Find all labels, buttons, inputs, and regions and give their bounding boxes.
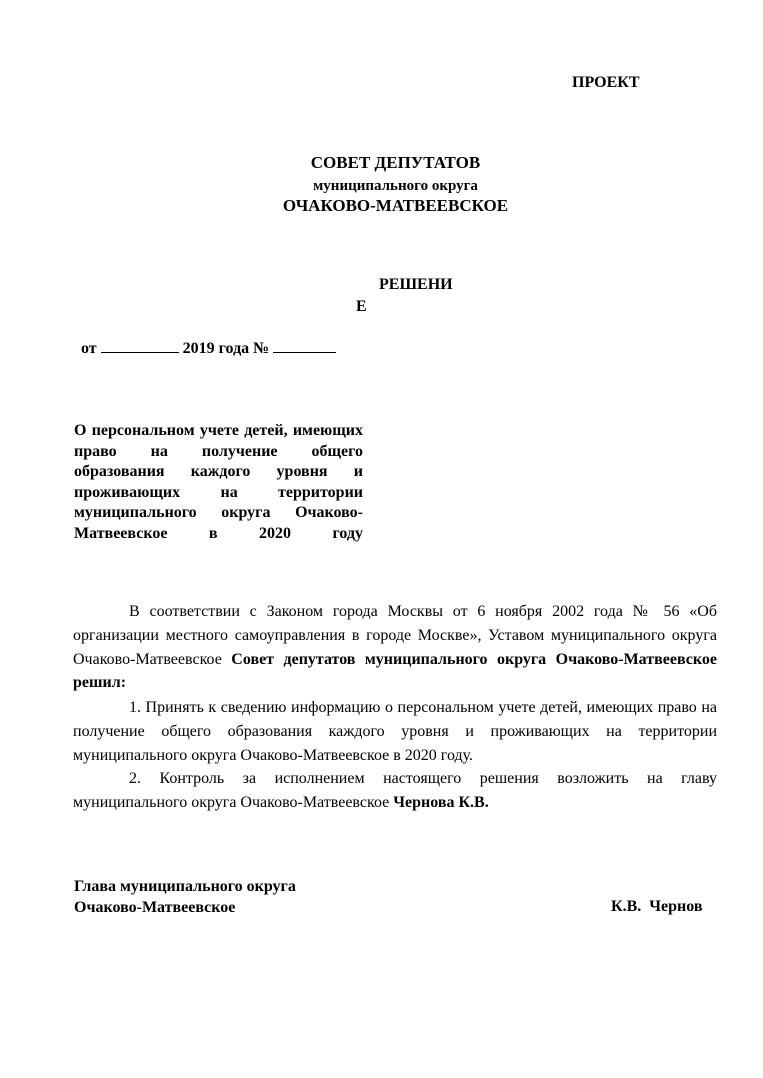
date-prefix: от [81, 340, 101, 357]
signature-title-line2: Очаково-Матвеевское [74, 898, 236, 916]
signature-title [74, 877, 296, 918]
date-middle: 2019 года № [178, 340, 274, 357]
council-title: СОВЕТ ДЕПУТАТОВ [310, 153, 481, 172]
decision-title-part1: РЕШЕНИ [379, 276, 453, 293]
item-2-name: Чернова К.В. [393, 793, 489, 811]
date-blank [101, 338, 179, 353]
preamble-resolution: Совет депутатов муниципального округа Очаково-Матвеевское решил: [73, 650, 717, 692]
number-blank [273, 338, 336, 353]
draft-stamp: ПРОЕКТ [572, 74, 640, 91]
signature-title-line1: Глава муниципального округа [74, 878, 296, 895]
okrug-subtitle: муниципального округа [313, 178, 478, 194]
decision-title-part2: Е [356, 298, 367, 315]
district-name: ОЧАКОВО-МАТВЕЕВСКОЕ [282, 196, 509, 215]
preamble-text: В соответствии с Законом города Москвы от 6 ноября 2002 года № 56 «Об организации местного самоуправления в городе Москве», Уставом муниципального округа Очаково-Матвеевское [73, 603, 717, 668]
item-1-paragraph: 1. Принять к сведению информацию о персональном учете детей, имеющих право на получение общего образования каждого уровня и проживающих на территории муниципального округа Очаково-Матвеевское в 2020 году. [73, 699, 717, 764]
preamble-paragraph [73, 600, 717, 695]
date-line [81, 338, 336, 359]
signature-name: К.В. Чернов [611, 898, 703, 915]
decision-subject: О персональном учете детей, имеющих право на получение общего образования каждого уровня и проживающих на территории муниципального округа Очаково-Матвеевское в 2020 году [74, 422, 363, 542]
item-2-text: 2. Контроль за исполнением настоящего решения возложить на главу муниципального округа Очаково-Матвеевское [73, 770, 717, 811]
item-2-paragraph [73, 767, 717, 815]
